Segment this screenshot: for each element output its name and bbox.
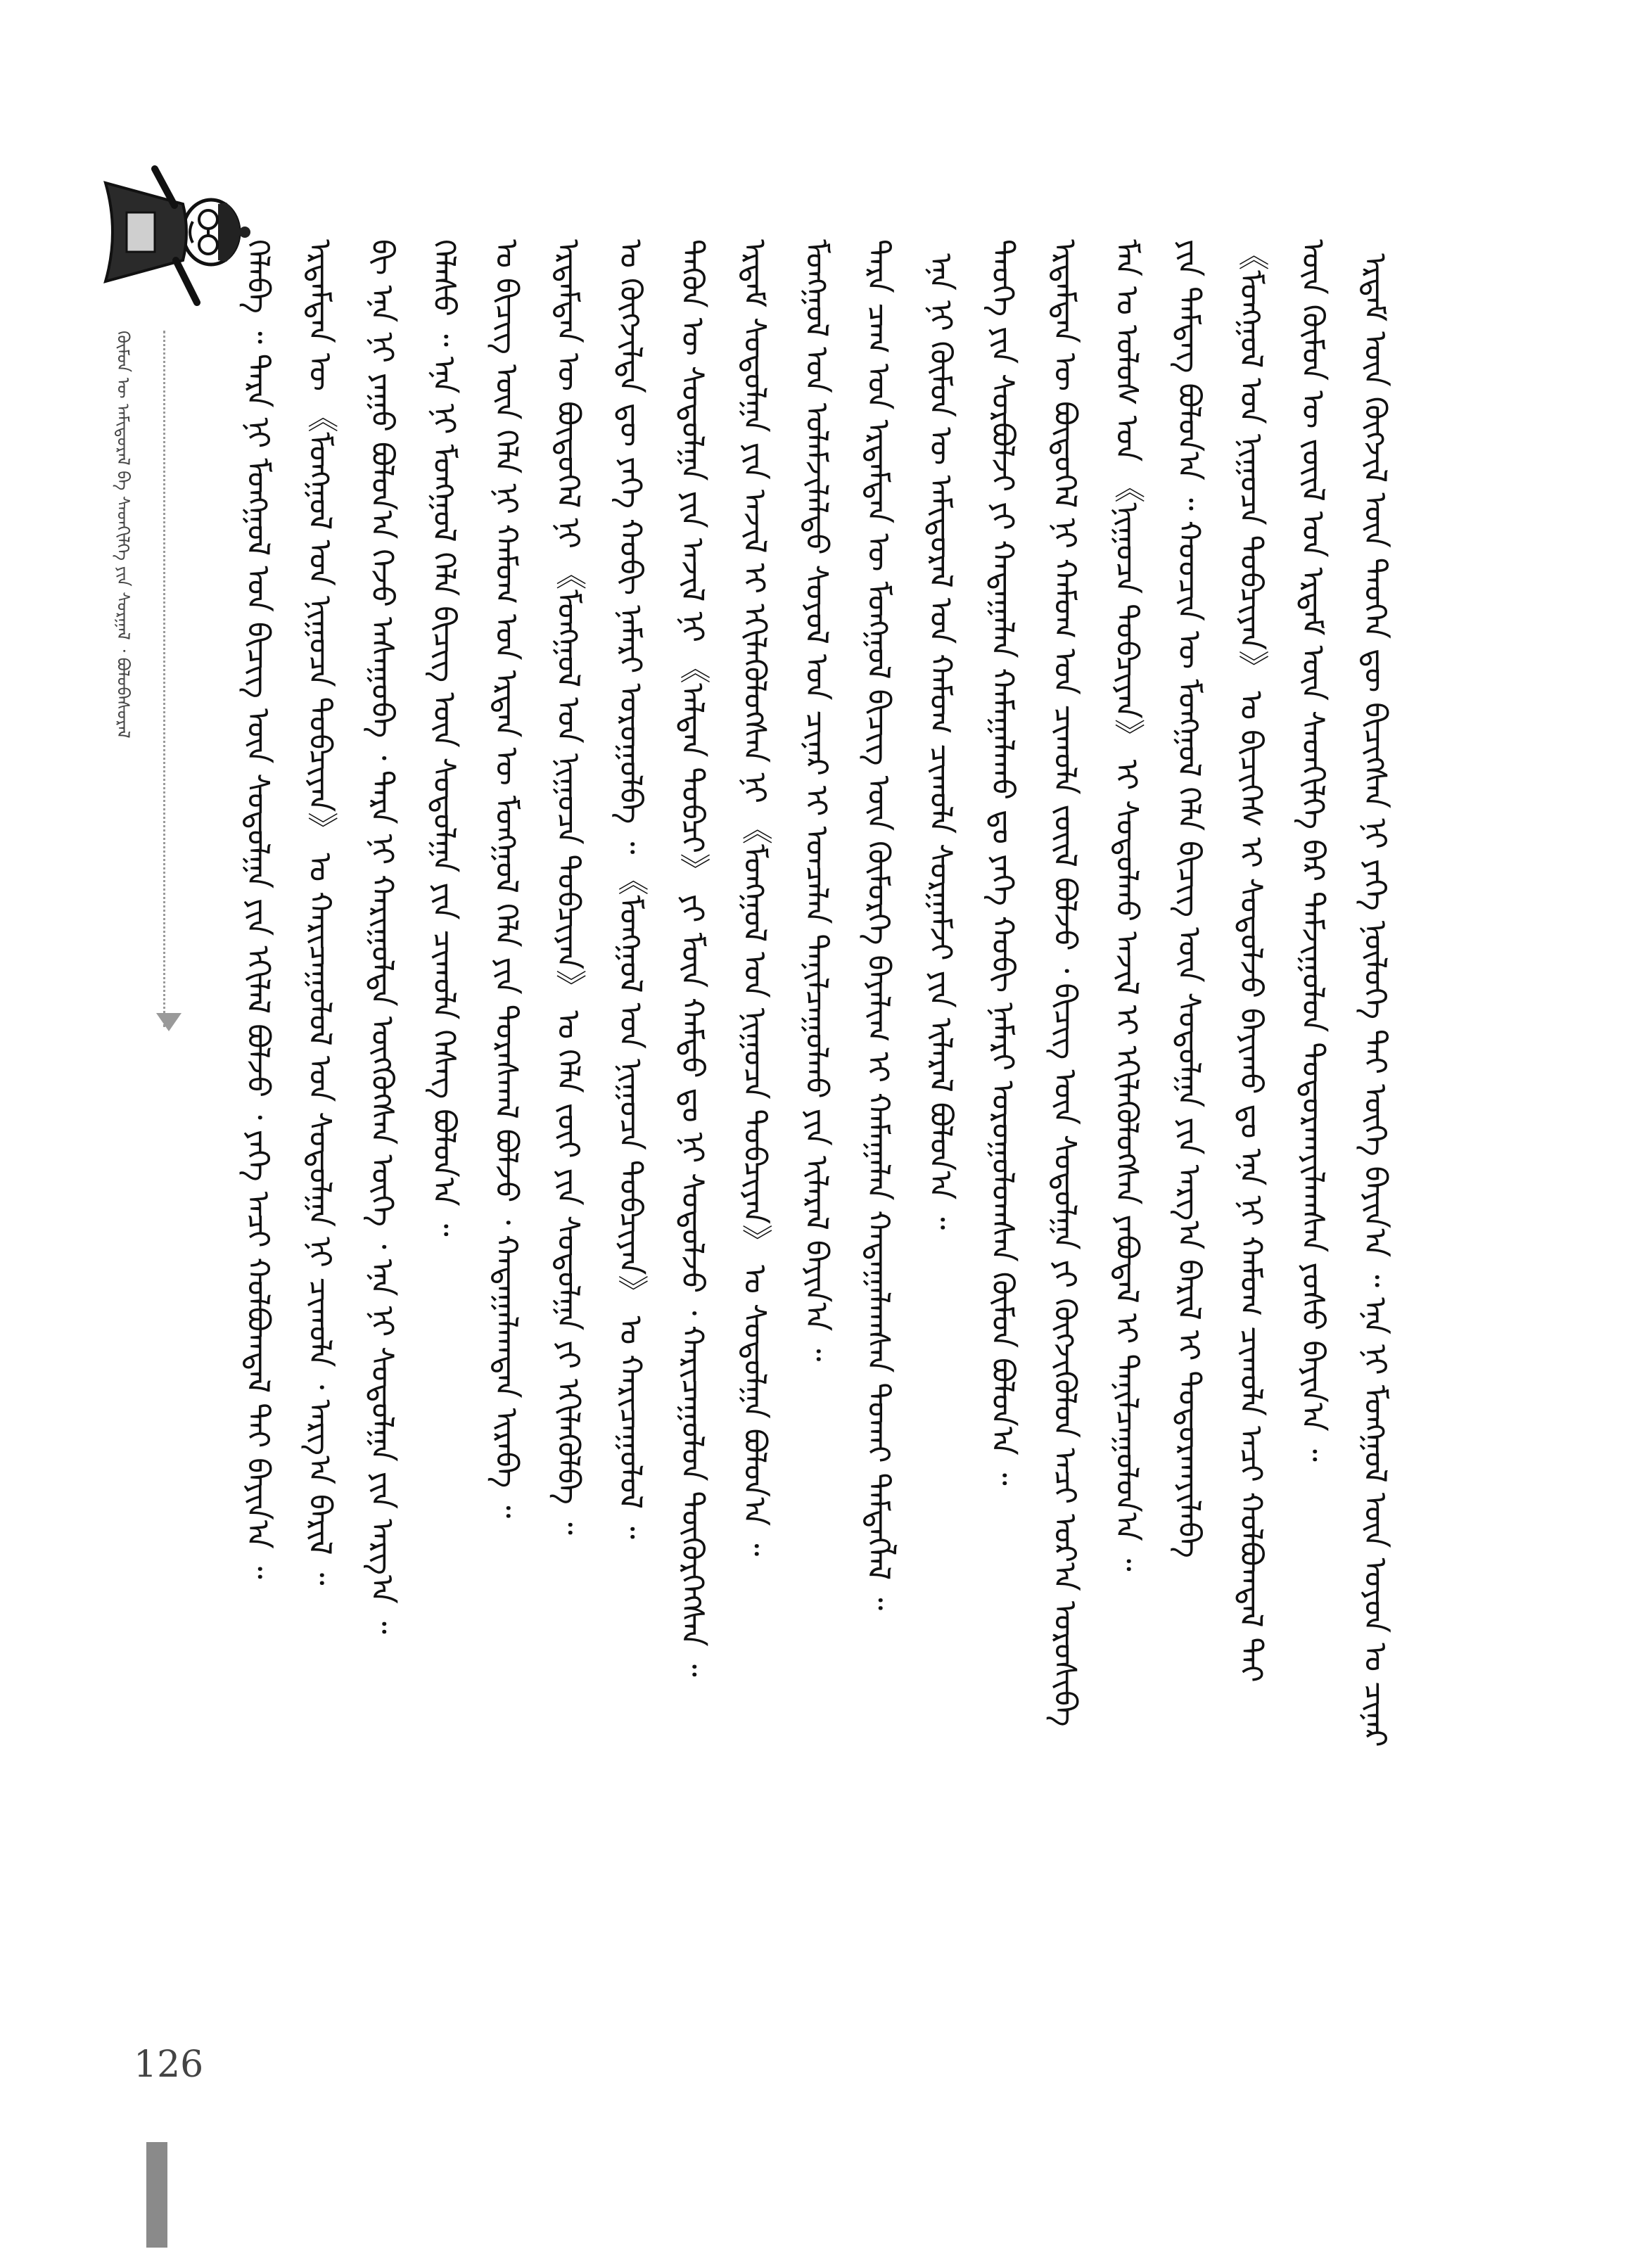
text-column: ᠡᠷᠳᠡᠮᠲᠡᠨ ᠦ ᠪᠦᠲᠦᠭᠡᠯ ᠨᠢ 《ᠮᠣᠩᠭᠣᠯ ᠤᠨ ᠨᠢᠭᠤᠴᠠ ᠲᠣᠪᠴᠢᠶᠠᠨ》 ᠤ ᠬᠡᠯᠡ ᠵᠦᠢ ᠶᠢᠨ ᠰᠤᠳᠤᠯᠭᠠ ᠶᠢ ᠡᠬᠢᠯᠡᠭᠦᠯᠪᠡ ᠃ <box>550 239 587 1535</box>
text-column: 《ᠮᠣᠩᠭᠣᠯ ᠤᠨ ᠨᠢᠭᠤᠴᠠ ᠲᠣᠪᠴᠢᠶᠠᠨ》 ᠤ ᠪᠢᠴᠢᠭᠡᠰ ᠢ ᠰᠤᠳᠤᠯᠵᠤ ᠪᠠᠶᠢᠬᠤ ᠳᠤ ᠡᠨᠡ ᠨᠢ ᠬᠠᠮᠤᠭ ᠴᠢᠬᠤᠯᠠ ᠠᠴᠢ ᠬᠣᠯᠪᠣᠭᠳᠠᠯ ᠲᠠᠢ <box>1232 239 1269 1683</box>
running-header <box>84 331 162 1062</box>
text-column: ᠦᠨ ᠬᠦᠮᠦᠨ ᠦ ᠵᠦᠢᠯ ᠤᠨ ᠡᠷᠳᠡᠮ ᠦᠨ ᠰᠡᠳᠬᠢᠯᠭᠡ ᠪᠡᠷ ᠳᠠᠮᠵᠢᠭᠤᠯᠤᠨ ᠲᠣᠳᠤᠷᠬᠠᠶᠢᠯᠠᠭᠰᠠᠨ ᠶᠣᠰᠣ ᠪᠠᠶᠢᠨ᠎ᠠ ᠃ <box>1294 239 1331 1462</box>
text-column: ᠬᠡᠯᠡᠪᠡ ᠃ ᠲᠡᠷᠡ ᠨᠢ ᠮᠣᠩᠭᠣᠯ ᠤᠨ ᠪᠢᠴᠢᠭ ᠦᠨ ᠰᠤᠳᠤᠯᠭᠠ ᠶᠢᠨ ᠡᠬᠢᠯᠡᠯ ᠪᠣᠯᠵᠤ ᠂ ᠶᠡᠬᠡ ᠠᠴᠢ ᠬᠣᠯᠪᠣᠭᠳᠠᠯ ᠲᠠᠢ ᠪᠠᠶᠢᠨ᠎ᠠ ᠃ <box>240 239 276 1579</box>
text-column: ᠤ ᠪᠢᠴᠢᠭ ᠦᠨ ᠬᠡᠯᠡ ᠨᠢ ᠬᠠᠮᠤᠭ ᠤᠨ ᠡᠷᠲᠡᠨ ᠦ ᠮᠣᠩᠭᠣᠯ ᠬᠡᠯᠡ ᠶᠢᠨ ᠳᠤᠷᠠᠰᠬᠠᠯ ᠪᠣᠯᠵᠤ ᠂ ᠬᠠᠳᠠᠭᠠᠯᠠᠭᠳᠠᠨ ᠢᠷᠡᠪᠡ ᠃ <box>488 239 524 1519</box>
text-column: ᠶᠢᠨ ᠲᠡᠮᠳᠡᠭ ᠪᠣᠯᠤᠨ᠎ᠠ ᠃ ᠬᠤᠤᠴᠢᠨ ᠦ ᠮᠣᠩᠭᠣᠯ ᠬᠡᠯᠡ ᠪᠢᠴᠢᠭ ᠦᠨ ᠰᠤᠳᠤᠯᠭᠠ ᠶᠢᠨ ᠠᠷᠭ᠎ᠠ ᠪᠠᠷᠢᠯ ᠢ ᠲᠣᠳᠤᠷᠬᠠᠶᠢᠯᠠᠪᠠ <box>1171 239 1207 1558</box>
body-text <box>232 239 1400 2209</box>
text-column: ᠮᠣᠩᠭᠣᠯ ᠤᠨ ᠤᠯᠠᠮᠵᠢᠯᠠᠯᠳᠤ ᠰᠣᠶᠣᠯ ᠤᠨ ᠴᠢᠨᠠᠷ ᠢ ᠣᠨᠴᠠᠯᠠᠨ ᠲᠠᠨᠢᠯᠴᠠᠭᠤᠯᠬᠤ ᠶᠢᠨ ᠢᠯᠡᠷᠡᠯ ᠪᠠᠶᠢᠨ᠎ᠠ ᠃ <box>798 239 834 1362</box>
text-column: ᠡᠨᠡ ᠨᠢ ᠬᠥᠮᠥᠨ ᠦ ᠠᠮᠢᠳᠤᠷᠠᠯ ᠤᠨ ᠬᠠᠮᠤᠭ ᠴᠢᠬᠤᠯᠠ ᠰᠤᠷᠭᠠᠮᠵᠢ ᠶᠢᠨ ᠢᠯᠡᠷᠡᠯ ᠪᠣᠯᠤᠨ᠎ᠠ ᠃ <box>922 253 959 1230</box>
text-column: ᠪᠢ ᠡᠨᠡ ᠨᠢ ᠶᠠᠭᠤ ᠪᠣᠯᠤᠨ᠎ᠠ ᠭᠡᠵᠦ ᠠᠰᠠᠭᠤᠪᠠ ᠂ ᠲᠡᠷᠡ ᠨᠢ ᠬᠠᠷᠢᠭᠤᠯᠲᠠ ᠥᠭᠭᠦᠭᠰᠡᠨ ᠦᠭᠡ ᠂ ᠡᠨᠡ ᠨᠢ ᠰᠤᠳᠤᠯᠭᠠ ᠶᠢᠨ ᠠᠷᠭ᠎ᠠ ᠃ <box>364 239 400 1634</box>
side-tab <box>146 2142 167 2248</box>
text-column: ᠲᠡᠦᠬᠡ ᠶᠢᠨ ᠰᠤᠷᠪᠤᠯᠵᠢ ᠶᠢ ᠬᠠᠳᠠᠭᠠᠯᠠᠨ ᠬᠠᠮᠠᠭᠠᠯᠠᠬᠤ ᠳᠤ ᠶᠡᠬᠡ ᠬᠤᠪᠢ ᠨᠡᠮᠡᠷᠢ ᠣᠷᠣᠭᠤᠯᠤᠭᠰᠠᠨ ᠬᠦᠮᠦᠨ ᠪᠣᠯᠤᠨ᠎ᠠ ᠃ <box>984 239 1021 1486</box>
text-column: ᠡᠷᠳᠡᠮᠲᠡᠨ ᠦ ᠪᠦᠲᠦᠭᠡᠯ ᠨᠢ ᠬᠠᠮᠤᠭ ᠤᠨ ᠴᠢᠬᠤᠯᠠ ᠵᠦᠢᠯ ᠪᠣᠯᠵᠤ ᠂ ᠪᠢᠴᠢᠭ ᠦᠨ ᠰᠤᠳᠤᠯᠭᠠ ᠶᠢ ᠬᠥᠭᠵᠢᠭᠦᠯᠦᠨ ᠠᠴᠢ ᠤᠷ᠎ᠠ ᠣᠷᠣᠰᠢᠪᠠ <box>1046 239 1083 1727</box>
page-number: 126 <box>134 2044 204 2086</box>
text-column: ᠲᠡᠷᠡ ᠴᠠᠭ ᠤᠨ ᠡᠷᠳᠡᠮᠲᠡᠨ ᠦ ᠮᠣᠩᠭᠣᠯ ᠪᠢᠴᠢᠭ ᠦᠨ ᠬᠥᠮᠥᠷᠭᠡ ᠪᠠᠶᠠᠯᠢᠭ ᠢ ᠬᠠᠮᠠᠭᠠᠯᠠᠨ ᠬᠠᠳᠠᠭᠠᠯᠠᠭᠰᠠᠨ ᠲᠤᠬᠠᠢ ᠲᠡᠮᠳᠡᠭᠯᠡᠯ ᠃ <box>860 239 897 1611</box>
header-dotted-rule <box>163 331 165 1027</box>
text-column: ᠡᠷᠳᠡᠮᠲᠡᠨ ᠦ 《ᠮᠣᠩᠭᠣᠯ ᠤᠨ ᠨᠢᠭᠤᠴᠠ ᠲᠣᠪᠴᠢᠶᠠᠨ》 ᠤ ᠬᠠᠷᠢᠴᠠᠭᠤᠯᠤᠯ ᠤᠨ ᠰᠤᠳᠤᠯᠭᠠ ᠨᠢ ᠴᠢᠬᠤᠯᠠ ᠂ ᠠᠷᠭ᠎ᠠ ᠪᠠᠷᠢᠯ ᠃ <box>302 239 338 1586</box>
text-column: ᠡᠷᠳᠡᠮ ᠦᠨ ᠬᠥᠭᠵᠢᠯ ᠦᠨ ᠲᠡᠦᠬᠡᠨ ᠳᠦ ᠪᠢᠴᠢᠭᠰᠡᠨ ᠨᠢ ᠶᠡᠬᠡ ᠨᠥᠯᠦᠭᠡ ᠲᠠᠢ ᠦᠭᠡ ᠪᠠᠶᠢᠨ᠎ᠠ ᠃ ᠡᠨᠡ ᠨᠢ ᠮᠣᠩᠭᠣᠯ ᠦᠨ ᠣᠶᠤᠨ ᠤ ᠴᠢᠨᠠᠷ <box>1356 253 1393 1747</box>
text-column: ᠮᠠᠨ ᠤ ᠤᠯᠤᠰ ᠤᠨ 《ᠨᠢᠭᠤᠴᠠ ᠲᠣᠪᠴᠢᠶᠠᠨ》 ᠢ ᠰᠤᠳᠤᠯᠬᠤ ᠠᠵᠢᠯ ᠢ ᠡᠬᠢᠯᠡᠭᠦᠯᠦᠭᠰᠡᠨ ᠶᠠᠪᠤᠳᠠᠯ ᠢ ᠲᠠᠨᠢᠯᠴᠠᠭᠤᠯᠤᠨ᠎ᠠ ᠃ <box>1109 239 1145 1572</box>
text-column: ᠲᠡᠭᠦᠨ ᠦ ᠰᠤᠳᠤᠯᠭᠠ ᠶᠢᠨ ᠠᠵᠢᠯ ᠨᠢ 《ᠠᠯᠲᠠᠨ ᠲᠣᠪᠴᠢ》 ᠶᠢ ᠮᠥᠨ ᠬᠠᠮᠲᠤ ᠳᠤ ᠨᠢ ᠰᠤᠳᠤᠯᠵᠤ ᠂ ᠬᠠᠷᠢᠴᠠᠭᠤᠯᠤᠨ ᠳᠦᠭᠦᠷᠭᠡᠭᠰᠡᠨ ᠃ <box>674 239 711 1677</box>
triangle-marker-icon <box>156 1013 181 1031</box>
running-header-title: ᠬᠦᠮᠦᠨ ᠦ ᠠᠮᠢᠳᠤᠷᠠᠯ ᠪᠠ ᠰᠡᠳᠬᠢᠯᠭᠡ ᠶᠢᠨ ᠰᠤᠷᠭᠠᠯ ᠂ ᠪᠤᠯᠤᠪᠠᠰᠤᠷᠠᠯ <box>113 331 133 739</box>
text-column: ᠤ ᠬᠥᠭᠵᠢᠯᠲᠡ ᠳᠦ ᠶᠡᠬᠡ ᠬᠤᠪᠢ ᠨᠡᠮᠡᠷᠢ ᠣᠷᠣᠭᠤᠯᠪᠠ ᠃ 《ᠮᠣᠩᠭᠣᠯ ᠤᠨ ᠨᠢᠭᠤᠴᠠ ᠲᠣᠪᠴᠢᠶᠠᠨ》 ᠤ ᠬᠠᠷᠢᠴᠠᠭᠤᠯᠤᠯ ᠃ <box>612 239 649 1539</box>
text-column: ᠬᠡᠯᠡᠰᠦ ᠃ ᠡᠨᠡ ᠨᠢ ᠮᠣᠩᠭᠣᠯ ᠬᠡᠯᠡ ᠪᠢᠴᠢᠭ ᠦᠨ ᠰᠤᠳᠤᠯᠭᠠ ᠶᠢᠨ ᠴᠢᠬᠤᠯᠠ ᠬᠡᠰᠡᠭ ᠪᠣᠯᠤᠨ᠎ᠠ ᠃ <box>426 239 462 1237</box>
text-column: ᠡᠷᠳᠡᠮ ᠰᠤᠳᠤᠯᠭᠠ ᠶᠢᠨ ᠠᠵᠢᠯ ᠢ ᠡᠬᠢᠯᠡᠭᠦᠯᠦᠭᠰᠡᠨ ᠨᠢ 《ᠮᠣᠩᠭᠣᠯ ᠤᠨ ᠨᠢᠭᠤᠴᠠ ᠲᠣᠪᠴᠢᠶᠠᠨ》 ᠤ ᠰᠤᠳᠤᠯᠭᠠ ᠪᠣᠯᠤᠨ᠎ᠠ ᠃ <box>736 239 772 1557</box>
